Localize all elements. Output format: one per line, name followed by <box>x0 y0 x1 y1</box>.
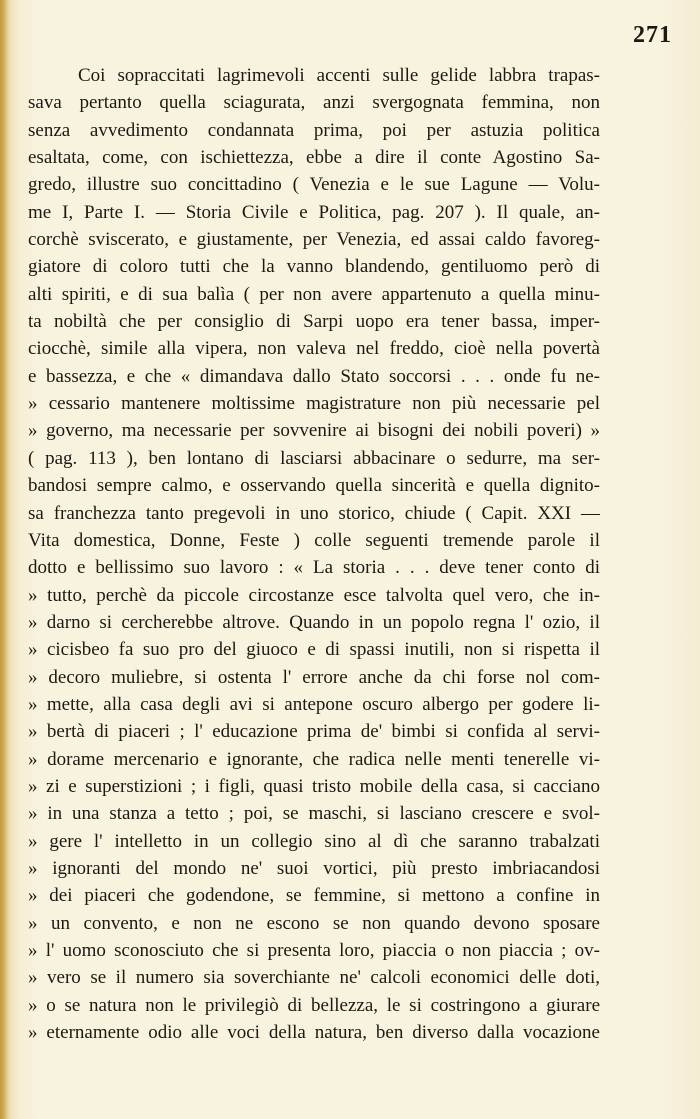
text-line: » vero se il numero sia soverchiante ne' calcoli economici delle doti, <box>28 967 600 989</box>
text-line: corchè sviscerato, e giustamente, per Venezia, ed assai caldo favoreg- <box>28 229 600 251</box>
text-line: » decoro muliebre, si ostenta l' errore anche da chi forse nol com- <box>28 666 600 688</box>
text-line: » zi e superstizioni ; i figli, quasi tristo mobile della casa, si cacciano <box>28 775 600 797</box>
text-line: » cicisbeo fa suo pro del giuoco e di spassi inutili, non si rispetta il <box>28 639 600 661</box>
text-line: bandosi sempre calmo, e osservando quella sincerità e quella dignito- <box>28 475 600 497</box>
text-line: » ignoranti del mondo ne' suoi vortici, più presto imbriacandosi <box>28 857 600 879</box>
text-line: » l' uomo sconosciuto che si presenta loro, piaccia o non piaccia ; ov- <box>28 940 600 961</box>
text-line: sava pertanto quella sciagurata, anzi svergognata femmina, non <box>28 92 600 114</box>
text-line: dotto e bellissimo suo lavoro : « La storia . . . deve tener conto di <box>28 557 600 579</box>
text-line: giatore di coloro tutti che la vanno blandendo, gentiluomo però di <box>28 256 600 278</box>
text-line: » in una stanza a tetto ; poi, se maschi, si lasciano crescere e svol- <box>28 803 600 825</box>
page-number: 271 <box>633 22 672 48</box>
text-line: ta nobiltà che per consiglio di Sarpi uopo era tener bassa, imper- <box>28 311 600 333</box>
text-line: sa franchezza tanto pregevoli in uno storico, chiude ( Capit. XXI — <box>28 502 600 524</box>
text-line: » bertà di piaceri ; l' educazione prima de' bimbi si confida al servi- <box>28 721 600 743</box>
binding-shadow <box>0 0 8 1119</box>
text-line: » tutto, perchè da piccole circostanze esce talvolta quel vero, che in- <box>28 584 600 606</box>
text-line: me I, Parte I. — Storia Civile e Politica, pag. 207 ). Il quale, an- <box>28 201 600 223</box>
text-line: » governo, ma necessarie per sovvenire ai bisogni dei nobili poveri) » <box>28 420 600 442</box>
text-line: Coi sopraccitati lagrimevoli accenti sulle gelide labbra trapas- <box>78 65 600 86</box>
text-line: e bassezza, e che « dimandava dallo Stato soccorsi . . . onde fu ne- <box>28 365 600 387</box>
text-line: ( pag. 113 ), ben lontano di lasciarsi abbacinare o sedurre, ma ser- <box>28 447 600 469</box>
text-line: Vita domestica, Donne, Feste ) colle seguenti tremende parole il <box>28 529 600 551</box>
text-line: » un convento, e non ne escono se non quando devono sposare <box>28 912 600 934</box>
text-line: alti spiriti, e di sua balìa ( per non avere appartenuto a quella minu- <box>28 283 600 305</box>
text-line: ciocchè, simile alla vipera, non valeva nel freddo, cioè nella povertà <box>28 338 600 360</box>
text-line: » darno si cercherebbe altrove. Quando in un popolo regna l' ozio, il <box>28 611 600 633</box>
text-line: » dorame mercenario e ignorante, che radica nelle menti tenerelle vi- <box>28 748 600 770</box>
text-line: » mette, alla casa degli avi si antepone oscuro albergo per godere li- <box>28 693 600 715</box>
text-line: » gere l' intelletto in un collegio sino al dì che saranno trabalzati <box>28 830 600 852</box>
text-line: » o se natura non le privilegiò di bellezza, le si costringono a giurare <box>28 994 600 1016</box>
text-line: gredo, illustre suo concittadino ( Venezia e le sue Lagune — Volu- <box>28 174 600 196</box>
text-line: esaltata, come, con ischiettezza, ebbe a dire il conte Agostino Sa- <box>28 147 600 169</box>
text-line: » dei piaceri che godendone, se femmine, si mettono a confine in <box>28 885 600 907</box>
text-line: senza avvedimento condannata prima, poi per astuzia politica <box>28 119 600 141</box>
body-text <box>28 62 600 1046</box>
text-line: » eternamente odio alle voci della natura, ben diverso dalla vocazione <box>28 1022 600 1044</box>
text-line: » cessario mantenere moltissime magistrature non più necessarie pel <box>28 393 600 415</box>
